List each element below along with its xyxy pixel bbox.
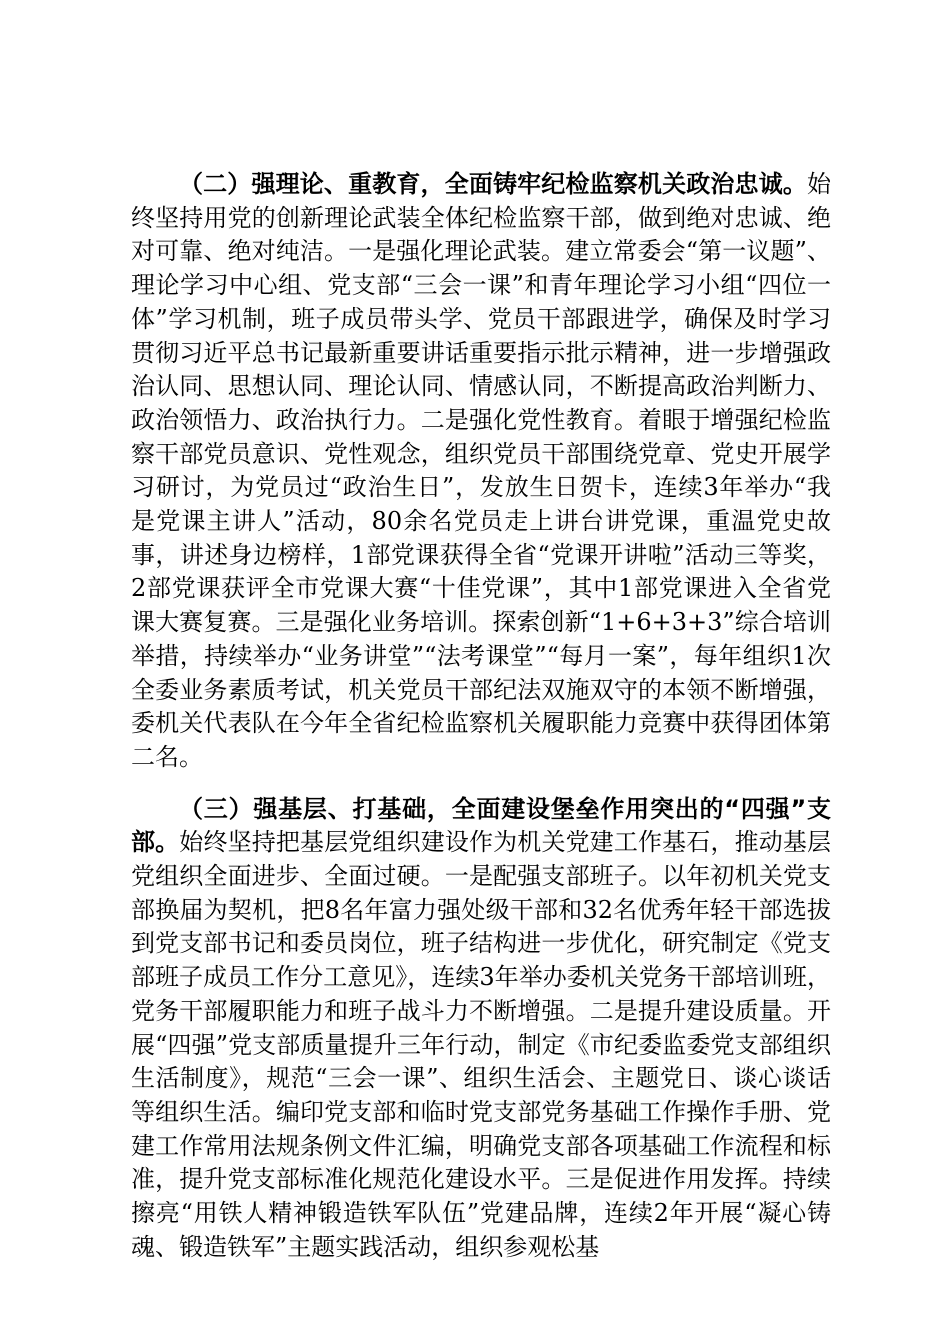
section-three-heading: （三）强基层、打基础，全面建设堡垒作用突出的“四强”支部。 [131, 794, 831, 857]
section-three-paragraph [131, 793, 831, 1265]
section-two-paragraph [131, 168, 831, 775]
section-two-body: 始终坚持用党的创新理论武装全体纪检监察干部，做到绝对忠诚、绝对可靠、绝对纯洁。一是强化理论武装。建立常委会“第一议题”、理论学习中心组、党支部“三会一课”和青年理论学习小组“四位一体”学习机制，班子成员带头学、党员干部跟进学，确保及时学习贯彻习近平总书记最新重要讲话重要指示批示精神，进一步增强政治认同、思想认同、理论认同、情感认同，不断提高政治判断力、政治领悟力、政治执行力。二是强化党性教育。着眼于增强纪检监察干部党员意识、党性观念，组织党员干部围绕党章、党史开展学习研讨，为党员过“政治生日”，发放生日贺卡，连续3年举办“我是党课主讲人”活动，80余名党员走上讲台讲党课，重温党史故事，讲述身边榜样，1部党课获得全省“党课开讲啦”活动三等奖，2部党课获评全市党课大赛“十佳党课”，其中1部党课进入全省党课大赛复赛。三是强化业务培训。探索创新“1+6+3+3”综合培训举措，持续举办“业务讲堂”“法考课堂”“每月一案”，每年组织1次全委业务素质考试，机关党员干部纪法双施双守的本领不断增强，委机关代表队在今年全省纪检监察机关履职能力竞赛中获得团体第二名。 [131, 170, 831, 771]
section-three-body: 始终坚持把基层党组织建设作为机关党建工作基石，推动基层党组织全面进步、全面过硬。一是配强支部班子。以年初机关党支部换届为契机，把8名年富力强处级干部和32名优秀年轻干部选拔到党支部书记和委员岗位，班子结构进一步优化，研究制定《党支部班子成员工作分工意见》，连续3年举办委机关党务干部培训班，党务干部履职能力和班子战斗力不断增强。二是提升建设质量。开展“四强”党支部质量提升三年行动，制定《市纪委监委党支部组织生活制度》，规范“三会一课”、组织生活会、主题党日、谈心谈话等组织生活。编印党支部和临时党支部党务基础工作操作手册、党建工作常用法规条例文件汇编，明确党支部各项基础工作流程和标准，提升党支部标准化规范化建设水平。三是促进作用发挥。持续擦亮“用铁人精神锻造铁军队伍”党建品牌，连续2年开展“凝心铸魂、锻造铁军”主题实践活动，组织参观松基 [131, 828, 832, 1261]
document-body [131, 168, 831, 1265]
section-two-heading: （二）强理论、重教育，全面铸牢纪检监察机关政治忠诚。 [179, 170, 807, 198]
